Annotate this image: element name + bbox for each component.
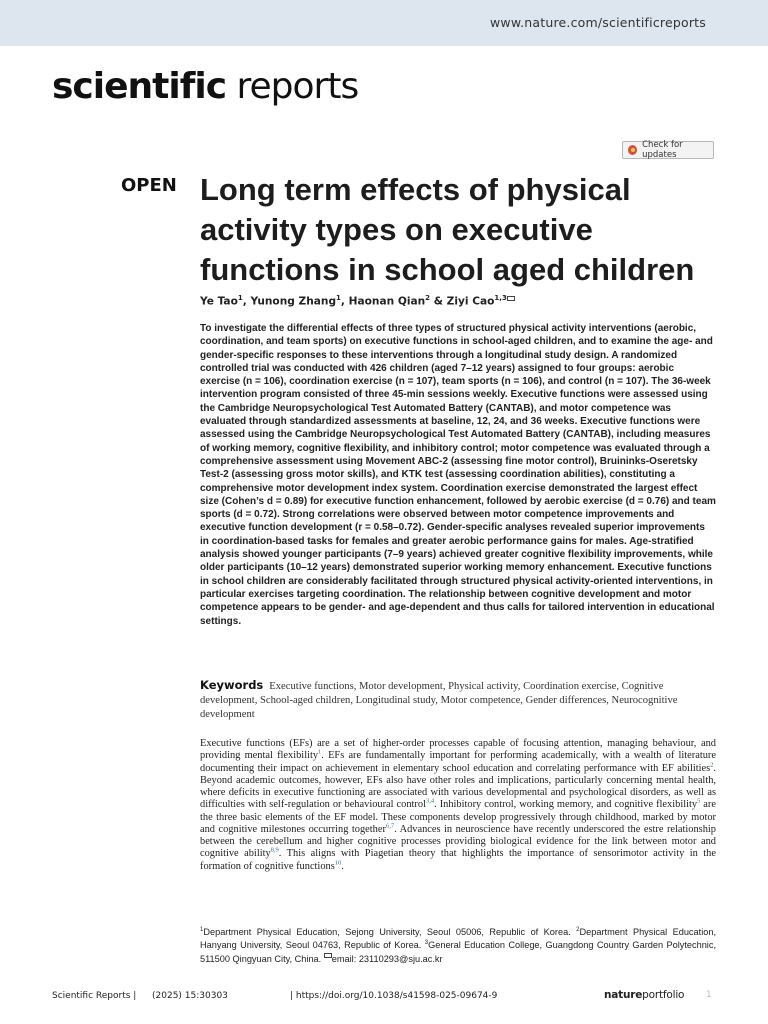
page-footer — [0, 988, 768, 1006]
article-title: Long term effects of physical activity types on executive functions in school aged children — [200, 172, 695, 287]
text-run: are the three basic elements of the EF model. These components develop progressively through childhood, marked by motor and cognitive milestones occurring together — [200, 799, 716, 835]
citation-sup[interactable]: 2 — [710, 761, 714, 769]
check-for-updates-button[interactable] — [622, 141, 714, 159]
text-run: email: 23110293@sju.ac.kr — [331, 953, 443, 964]
text-run: Department Physical Education, Hanyang University, Seoul 04763, Republic of Korea. — [200, 927, 717, 951]
introduction-paragraph — [200, 738, 716, 873]
keywords-section — [200, 678, 716, 722]
author-affiliation-sup: 1 — [336, 294, 341, 302]
abstract-text: To investigate the differential effects of three types of structured physical activity interventions (aerobic, coordination, and team sports) on executive functions in school-aged children, and to examine the age- and gender-specific responses to these interventions through a longitudinal study design. A randomized controlled trial was conducted with 426 children (aged 7–12 years) assigned to four groups: aerobic exercise (n = 106), coordination exercise (n = 107), team sports (n = 106), and control (n = 107). The 36-week intervention program consisted of three 45-min sessions weekly. Executive functions were assessed using the Cambridge Neuropsychological Test Automated Battery (CANTAB), and motor competence was evaluated through standardized assessments at baseline, 12, 24, and 36 weeks. Executive functions were assessed using the Cambridge Neuropsychological Test Automated Battery (CANTAB), including measures of working memory, cognitive flexibility, and inhibitory control; motor competence was evaluated through a comprehensive assessment using Movement ABC-2 (assessing fine motor control), Bruininks-Oseretsky Test-2 (assessing gross motor skills), and KTK test (assessing coordination abilities), constituting a comprehensive motor development index system. Coordination exercise demonstrated the largest effect size (Cohen’s d = 0.89) for executive function enhancement, followed by aerobic exercise (d = 0.76) and team sports (d = 0.72). Strong correlations were observed between motor competence improvements and executive function development (r = 0.58–0.72). Gender-specific analyses revealed superior improvements in coordination-based tasks for females and greater aerobic performance gains for males. Age-stratified analysis showed younger participants (7–9 years) achieved greater cognitive flexibility improvements, while older participants (10–12 years) demonstrated superior working memory enhancement. Executive functions in school children are considerably facilitated through structured physical activity-oriented interventions, in particular exercises targeting coordination. The relationship between cognitive development and motor competence appears to be gender- and age-dependent and thus calls for tailored intervention in educational settings. — [200, 323, 716, 627]
citation-sup[interactable]: 5 — [697, 797, 701, 805]
author-affiliation-sup: 2 — [425, 294, 431, 302]
author-separator: , — [340, 295, 349, 308]
citation-sup[interactable]: 2 — [576, 926, 580, 933]
text-run: Executive functions (EFs) are a set of higher-order processes capable of focusing attention, managing behaviour, and providing mental flexibility — [200, 738, 716, 762]
author-separator: & — [430, 295, 447, 308]
text-run: . This aligns with Piagetian theory that highlights the importance of sensorimotor activity in the formation of cognitive functions — [200, 848, 716, 872]
footer-doi-link[interactable]: | https://doi.org/10.1038/s41598-025-09674-9 — [290, 991, 498, 1001]
text-run: . Inhibitory control, working memory, and cognitive flexibility — [434, 799, 698, 811]
author-name[interactable]: Yunong Zhang — [250, 295, 337, 308]
nature-portfolio-logo — [604, 989, 684, 1001]
author-separator: , — [242, 295, 251, 308]
email-envelope-icon[interactable] — [507, 296, 515, 301]
email-envelope-icon — [324, 953, 332, 958]
citation-sup[interactable]: 8,9 — [270, 846, 279, 854]
top-bar — [0, 0, 768, 46]
keywords-list: Executive functions, Motor development, Physical activity, Coordination exercise, Cognitive development, School-aged children, Longitudinal study, Motor competence, Gender differences, Neurocognitive development — [200, 681, 678, 720]
logo-word-reports: reports — [236, 66, 359, 107]
author-name[interactable]: Ye Tao — [200, 295, 238, 308]
text-run: . Beyond academic outcomes, however, EFs also have other roles and implications, particularly concerning mental health, where deficits in executive functioning are associated with various developmental and psychological disorders, as well as difficulties with self-regulation or behavioural control — [200, 762, 716, 811]
journal-url-link[interactable]: www.nature.com/scientificreports — [489, 15, 706, 30]
text-run: . EFs are fundamentally important for performing academically, with a wealth of literature documenting their impact on achievement in elementary school education and correlating performance with EF abilities — [200, 750, 716, 774]
affiliations-footnote — [200, 926, 716, 966]
logo-word-nature: nature — [604, 989, 643, 1001]
text-run: Department Physical Education, Sejong University, Seoul 05006, Republic of Korea. — [203, 927, 577, 937]
author-name[interactable]: Ziyi Cao — [446, 295, 495, 308]
journal-logo[interactable] — [52, 66, 358, 107]
footer-volume: (2025) 15:30303 — [152, 991, 228, 1001]
citation-sup[interactable]: 3,4 — [425, 797, 435, 805]
logo-word-portfolio: portfolio — [642, 989, 685, 1001]
keywords-label: Keywords — [200, 678, 264, 692]
author-name[interactable]: Haonan Qian — [348, 295, 426, 308]
author-affiliation-sup: 1 — [237, 294, 243, 302]
check-for-updates-label: Check for updates — [642, 140, 683, 160]
citation-sup[interactable]: 3 — [424, 940, 429, 947]
text-run: General Education College, Guangdong Country Garden Polytechnic, 511500 Qingyuan City, China. — [200, 940, 716, 964]
open-access-label: OPEN — [121, 175, 177, 196]
text-run: . Advances in neuroscience have recently underscored the estre relationship between the cerebellum and higher cognitive processes providing biological evidence for the link between motor and cognitive ability — [200, 823, 716, 860]
citation-sup[interactable]: 10 — [334, 859, 342, 867]
page-number: 1 — [706, 990, 712, 1000]
logo-word-scientific: scientific — [52, 66, 227, 107]
citation-sup[interactable]: 6,7 — [385, 822, 395, 830]
crossmark-icon — [628, 145, 637, 155]
author-list — [200, 294, 515, 308]
footer-journal: Scientific Reports | — [52, 991, 137, 1001]
text-run: . — [341, 860, 344, 872]
author-affiliation-sup: 1,3 — [494, 294, 507, 302]
citation-sup[interactable]: 1 — [318, 748, 322, 756]
citation-sup[interactable]: 1 — [200, 926, 204, 933]
